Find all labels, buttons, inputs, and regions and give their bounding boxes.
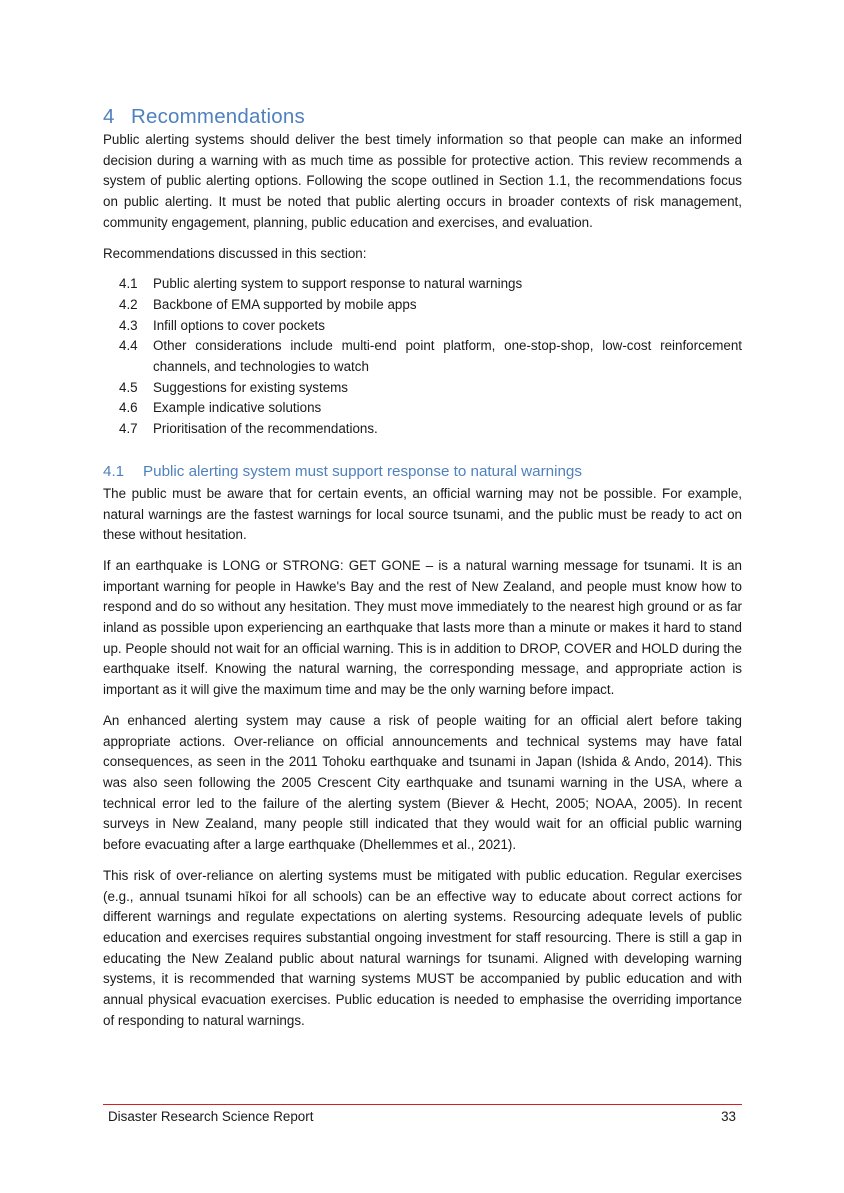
list-intro: Recommendations discussed in this section: (103, 245, 367, 261)
subsection-number: 4.1 (103, 462, 125, 480)
recommendation-list (119, 274, 742, 440)
list-item: 4.2 Backbone of EMA supported by mobile apps (119, 296, 417, 312)
page-content (103, 104, 742, 1041)
list-item: 4.1 Public alerting system to support response to natural warnings (119, 276, 523, 292)
list-item: 4.7 Prioritisation of the recommendations. (119, 421, 378, 437)
body-paragraph: An enhanced alerting system may cause a risk of people waiting for an official alert before taking appropriate actions. Over-reliance on official announcements and technical systems may have fatal consequences, as seen in the 2011 Tohoku earthquake and tsunami in Japan (Ishida & Ando, 2014). This was also seen following the 2005 Crescent City earthquake and tsunami warning in the USA, where a technical error led to the failure of the alerting system (Biever & Hecht, 2005; NOAA, 2005). In recent surveys in New Zealand, many people still indicated that they would wait for an official public warning before evacuating after a large earthquake (Dhellemmes et al., 2021). (103, 712, 742, 853)
footer-report-name: Disaster Research Science Report (108, 1109, 314, 1124)
section-heading (103, 104, 742, 130)
intro-paragraph: Public alerting systems should deliver the best timely information so that people can make an informed decision during a warning with as much time as possible for protective action. This review recommends a system of public alerting options. Following the scope outlined in Section 1.1, the recommendations focus on public alerting. It must be noted that public alerting occurs in broader contexts of risk management, community engagement, planning, public education and exercises, and evaluation. (103, 132, 742, 230)
section-title: Recommendations (131, 105, 305, 128)
subsection-heading (103, 462, 742, 482)
body-paragraph: The public must be aware that for certain events, an official warning may not be possible. For example, natural warnings are the fastest warnings for local source tsunami, and the public must be ready to act on these without hesitation. (103, 485, 742, 543)
body-paragraph: If an earthquake is LONG or STRONG: GET GONE – is a natural warning message for tsunami. It is an important warning for people in Hawke's Bay and the rest of New Zealand, and people must know how to respond and do so without any hesitation. They must move immediately to the nearest high ground or as far inland as possible upon experiencing an earthquake that lasts more than a minute or makes it hard to stand up. People should not wait for an official warning. This is in addition to DROP, COVER and HOLD during the earthquake itself. Knowing the natural warning, the corresponding message, and appropriate action is important as it will give the maximum time and may be the only warning before impact. (103, 557, 742, 698)
page-footer (103, 1104, 742, 1126)
footer-page-number: 33 (721, 1109, 736, 1124)
list-item: 4.5 Suggestions for existing systems (119, 379, 348, 395)
list-item: 4.3 Infill options to cover pockets (119, 317, 325, 333)
list-item: 4.6 Example indicative solutions (119, 400, 322, 416)
list-item: 4.4 Other considerations include multi-end point platform, one-stop-shop, low-cost reinforcement channels, and technologies to watch (119, 338, 742, 375)
subsection-title: Public alerting system must support response to natural warnings (143, 462, 582, 480)
body-paragraph: This risk of over-reliance on alerting systems must be mitigated with public education. Regular exercises (e.g., annual tsunami hīkoi for all schools) can be an effective way to educate about correct actions for different warnings and regulate expectations on alerting systems. Resourcing adequate levels of public education and exercises requires substantial ongoing investment for staff resourcing. There is still a gap in educating the New Zealand public about natural warnings for tsunami. Aligned with developing warning systems, it is recommended that warning systems MUST be accompanied by public education and with annual physical evacuation exercises. Public education is needed to emphasise the overriding importance of responding to natural warnings. (103, 867, 742, 1028)
section-number: 4 (103, 105, 115, 128)
